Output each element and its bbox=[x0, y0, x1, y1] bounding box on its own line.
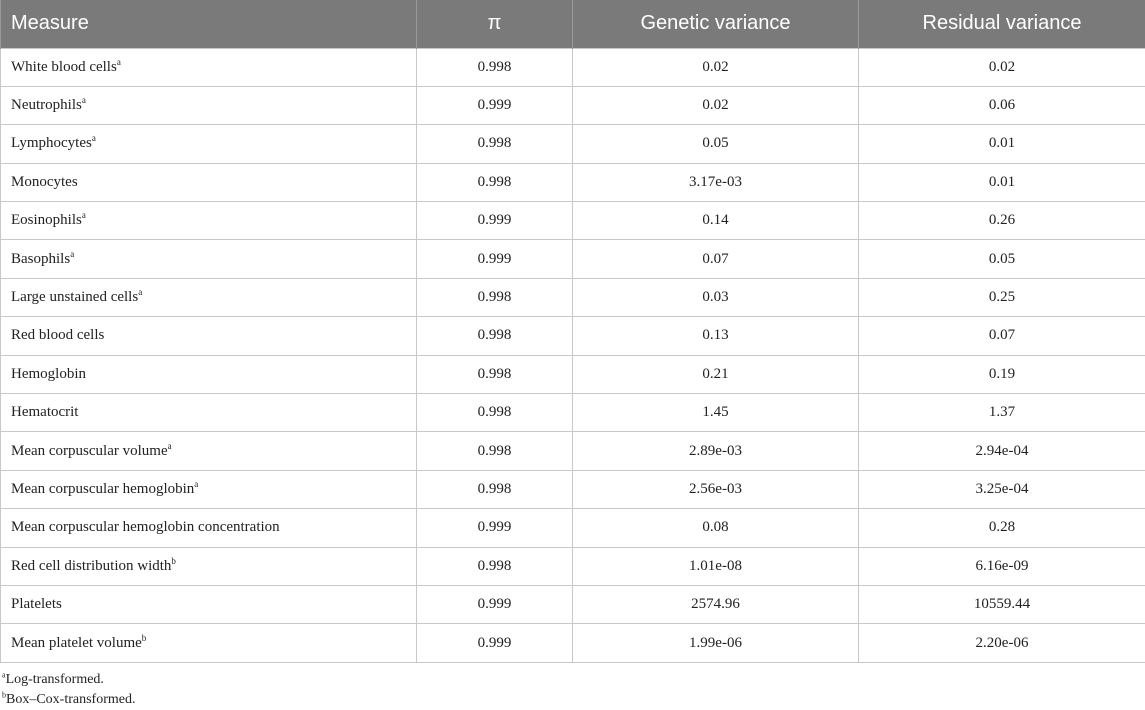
measure-label: Lymphocytes bbox=[11, 135, 92, 151]
cell-measure bbox=[1, 355, 417, 393]
cell-residual-variance: 0.26 bbox=[859, 202, 1145, 240]
header-row bbox=[1, 0, 1145, 48]
footnote-ref: a bbox=[82, 95, 86, 105]
cell-genetic-variance: 1.01e-08 bbox=[573, 547, 859, 585]
measure-label: White blood cells bbox=[11, 59, 117, 75]
cell-measure bbox=[1, 278, 417, 316]
cell-residual-variance: 2.94e-04 bbox=[859, 432, 1145, 470]
footnote-b bbox=[2, 690, 135, 710]
cell-pi: 0.998 bbox=[417, 163, 573, 201]
measure-label: Monocytes bbox=[11, 174, 78, 190]
table-body bbox=[1, 48, 1145, 662]
table-row bbox=[1, 202, 1145, 240]
cell-residual-variance: 0.07 bbox=[859, 317, 1145, 355]
header-residual-variance: Residual variance bbox=[859, 0, 1145, 48]
cell-residual-variance: 6.16e-09 bbox=[859, 547, 1145, 585]
measure-label: Large unstained cells bbox=[11, 289, 138, 305]
cell-pi: 0.999 bbox=[417, 509, 573, 547]
cell-measure bbox=[1, 317, 417, 355]
table-row bbox=[1, 163, 1145, 201]
table-row bbox=[1, 355, 1145, 393]
table-row bbox=[1, 547, 1145, 585]
cell-residual-variance: 0.25 bbox=[859, 278, 1145, 316]
table-row bbox=[1, 394, 1145, 432]
cell-genetic-variance: 1.99e-06 bbox=[573, 624, 859, 662]
cell-genetic-variance: 1.45 bbox=[573, 394, 859, 432]
footnote-ref: a bbox=[92, 133, 96, 143]
cell-measure bbox=[1, 48, 417, 86]
measure-label: Mean corpuscular volume bbox=[11, 443, 168, 459]
table-row bbox=[1, 470, 1145, 508]
cell-pi: 0.998 bbox=[417, 432, 573, 470]
cell-genetic-variance: 2.89e-03 bbox=[573, 432, 859, 470]
table-row bbox=[1, 278, 1145, 316]
cell-residual-variance: 3.25e-04 bbox=[859, 470, 1145, 508]
footnote-text: Box–Cox-transformed. bbox=[6, 692, 135, 707]
cell-pi: 0.998 bbox=[417, 355, 573, 393]
cell-genetic-variance: 0.02 bbox=[573, 86, 859, 124]
cell-residual-variance: 0.19 bbox=[859, 355, 1145, 393]
cell-genetic-variance: 0.05 bbox=[573, 125, 859, 163]
cell-pi: 0.998 bbox=[417, 470, 573, 508]
cell-genetic-variance: 2574.96 bbox=[573, 585, 859, 623]
table-row bbox=[1, 317, 1145, 355]
measure-label: Red cell distribution width bbox=[11, 558, 171, 574]
cell-pi: 0.998 bbox=[417, 48, 573, 86]
cell-pi: 0.999 bbox=[417, 240, 573, 278]
cell-genetic-variance: 0.03 bbox=[573, 278, 859, 316]
footnote-a bbox=[2, 670, 135, 690]
cell-residual-variance: 2.20e-06 bbox=[859, 624, 1145, 662]
cell-measure bbox=[1, 125, 417, 163]
table-row bbox=[1, 432, 1145, 470]
table-row bbox=[1, 240, 1145, 278]
table-row bbox=[1, 624, 1145, 662]
footnotes bbox=[2, 670, 135, 710]
cell-genetic-variance: 2.56e-03 bbox=[573, 470, 859, 508]
footnote-ref: a bbox=[117, 57, 121, 67]
cell-measure bbox=[1, 624, 417, 662]
measure-label: Hemoglobin bbox=[11, 366, 86, 382]
cell-measure bbox=[1, 547, 417, 585]
footnote-ref: a bbox=[168, 441, 172, 451]
header-measure: Measure bbox=[1, 0, 417, 48]
footnote-ref: a bbox=[82, 210, 86, 220]
cell-genetic-variance: 0.14 bbox=[573, 202, 859, 240]
cell-pi: 0.999 bbox=[417, 585, 573, 623]
cell-residual-variance: 1.37 bbox=[859, 394, 1145, 432]
cell-residual-variance: 0.05 bbox=[859, 240, 1145, 278]
cell-genetic-variance: 0.21 bbox=[573, 355, 859, 393]
header-genetic-variance: Genetic variance bbox=[573, 0, 859, 48]
measure-label: Red blood cells bbox=[11, 327, 104, 343]
footnote-ref: a bbox=[70, 249, 74, 259]
cell-residual-variance: 0.06 bbox=[859, 86, 1145, 124]
cell-genetic-variance: 3.17e-03 bbox=[573, 163, 859, 201]
cell-measure bbox=[1, 585, 417, 623]
cell-genetic-variance: 0.08 bbox=[573, 509, 859, 547]
cell-measure bbox=[1, 470, 417, 508]
cell-measure bbox=[1, 240, 417, 278]
cell-measure bbox=[1, 163, 417, 201]
table-row bbox=[1, 509, 1145, 547]
cell-pi: 0.998 bbox=[417, 278, 573, 316]
cell-residual-variance: 10559.44 bbox=[859, 585, 1145, 623]
cell-residual-variance: 0.28 bbox=[859, 509, 1145, 547]
cell-measure bbox=[1, 509, 417, 547]
cell-pi: 0.998 bbox=[417, 547, 573, 585]
measure-label: Mean corpuscular hemoglobin bbox=[11, 481, 194, 497]
table-row bbox=[1, 125, 1145, 163]
footnote-text: Log-transformed. bbox=[6, 672, 104, 687]
table-row bbox=[1, 86, 1145, 124]
cell-measure bbox=[1, 432, 417, 470]
cell-genetic-variance: 0.07 bbox=[573, 240, 859, 278]
cell-genetic-variance: 0.13 bbox=[573, 317, 859, 355]
cell-residual-variance: 0.01 bbox=[859, 163, 1145, 201]
measure-label: Platelets bbox=[11, 596, 62, 612]
table-row bbox=[1, 48, 1145, 86]
table-row bbox=[1, 585, 1145, 623]
cell-pi: 0.999 bbox=[417, 624, 573, 662]
measure-label: Mean corpuscular hemoglobin concentration bbox=[11, 519, 280, 535]
table-header bbox=[1, 0, 1145, 48]
footnote-ref: a bbox=[138, 287, 142, 297]
header-pi: π bbox=[417, 0, 573, 48]
measure-label: Mean platelet volume bbox=[11, 635, 142, 651]
cell-genetic-variance: 0.02 bbox=[573, 48, 859, 86]
footnote-ref: b bbox=[171, 556, 176, 566]
measure-label: Basophils bbox=[11, 251, 70, 267]
cell-pi: 0.998 bbox=[417, 394, 573, 432]
cell-measure bbox=[1, 202, 417, 240]
cell-pi: 0.998 bbox=[417, 317, 573, 355]
cell-pi: 0.998 bbox=[417, 125, 573, 163]
footnote-mark: b bbox=[2, 690, 6, 699]
footnote-ref: a bbox=[194, 479, 198, 489]
measure-label: Hematocrit bbox=[11, 404, 78, 420]
footnote-mark: a bbox=[2, 670, 6, 679]
measure-label: Eosinophils bbox=[11, 212, 82, 228]
cell-measure bbox=[1, 86, 417, 124]
footnote-ref: b bbox=[142, 633, 147, 643]
cell-pi: 0.999 bbox=[417, 202, 573, 240]
cell-pi: 0.999 bbox=[417, 86, 573, 124]
cell-residual-variance: 0.01 bbox=[859, 125, 1145, 163]
cell-measure bbox=[1, 394, 417, 432]
measure-label: Neutrophils bbox=[11, 97, 82, 113]
cell-residual-variance: 0.02 bbox=[859, 48, 1145, 86]
